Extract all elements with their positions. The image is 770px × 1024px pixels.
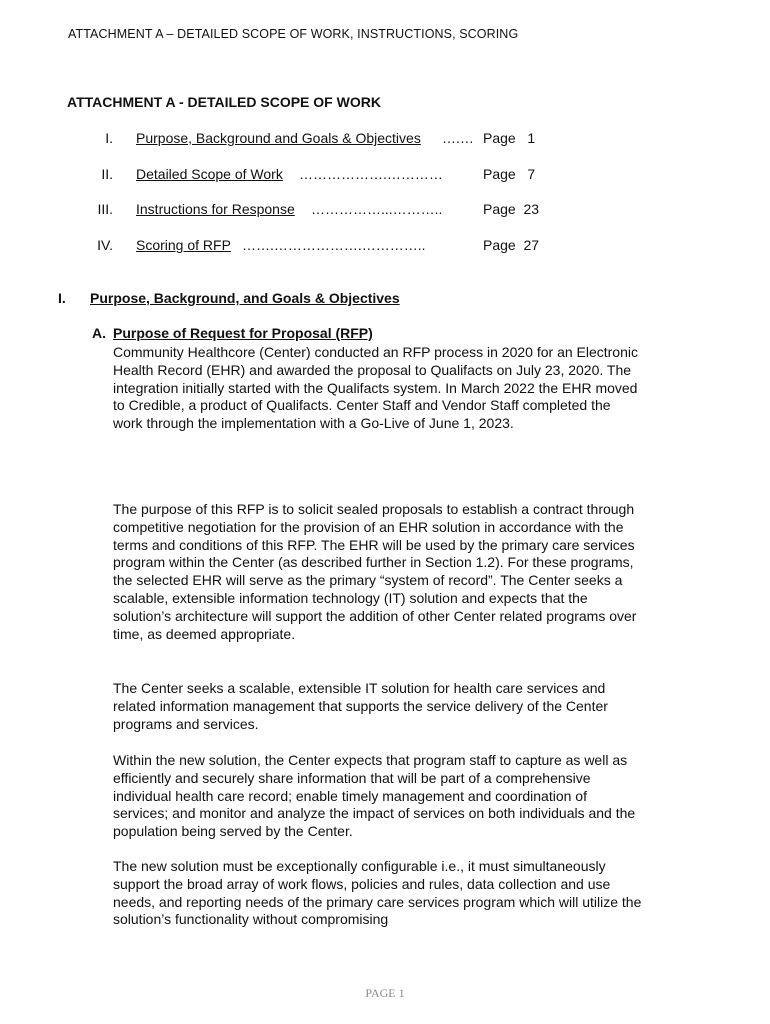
toc-leader: …….……………….………….. xyxy=(242,237,426,253)
toc-link-purpose[interactable]: Purpose, Background and Goals & Objectives xyxy=(136,130,421,146)
toc-row-3 xyxy=(0,201,770,221)
subsection-letter: A. xyxy=(92,325,106,341)
toc-number: IV. xyxy=(97,237,113,253)
paragraph-text: Community Healthcore (Center) conducted an RFP process in 2020 for an Electronic Health Record (EHR) and awarded the proposal to Qualifacts on July 23, 2020. The integration initially started with the Qualifacts system. In March 2022 the EHR moved to Credible, a product of Qualifacts. Center Staff and Vendor Staff completed the work through the implementation with a Go-Live of June 1, 2023. xyxy=(113,344,638,432)
section-number: I. xyxy=(58,290,66,306)
paragraph-text: The Center seeks a scalable, extensible IT solution for health care services and related information management that supports the service delivery of the Center programs and services. xyxy=(113,680,608,732)
body-paragraph-1 xyxy=(113,344,643,433)
paragraph-text: The new solution must be exceptionally configurable i.e., it must simultaneously support the broad array of work flows, policies and rules, data collection and use needs, and reporting needs of the primary care services program which will utilize the solution’s functionality without compromising xyxy=(113,858,642,928)
toc-link-instructions[interactable]: Instructions for Response xyxy=(136,201,295,217)
toc-row-4 xyxy=(0,237,770,257)
toc-page: Page 27 xyxy=(483,237,540,253)
body-paragraph-4 xyxy=(113,752,643,841)
toc-page: Page 1 xyxy=(483,130,536,146)
body-paragraph-3 xyxy=(113,680,643,733)
toc-leader: ……………...……….. xyxy=(311,201,443,217)
toc-link-scoring[interactable]: Scoring of RFP xyxy=(136,237,231,253)
toc-number: I. xyxy=(105,130,113,146)
paragraph-text: Within the new solution, the Center expects that program staff to capture as well as efficiently and securely share information that will be part of a comprehensive individual health care record; enable timely management and coordination of services; and monitor and analyze the impact of services on both individuals and the population being served by the Center. xyxy=(113,752,636,840)
toc-page: Page 23 xyxy=(483,201,540,217)
toc-link-scope[interactable]: Detailed Scope of Work xyxy=(136,166,283,182)
section-title: Purpose, Background, and Goals & Objectives xyxy=(90,290,400,306)
attachment-title: ATTACHMENT A - DETAILED SCOPE OF WORK xyxy=(67,94,381,110)
page-footer: PAGE 1 xyxy=(365,986,405,1000)
page-header: ATTACHMENT A – DETAILED SCOPE OF WORK, INSTRUCTIONS, SCORING xyxy=(68,27,519,41)
paragraph-text: The purpose of this RFP is to solicit sealed proposals to establish a contract through competitive negotiation for the provision of an EHR solution in accordance with the terms and conditions of this RFP. The EHR will be used by the primary care services program within the Center (as described further in Section 1.2). For these programs, the selected EHR will serve as the primary “system of record”. The Center seeks a scalable, extensible information technology (IT) solution and expects that the solution’s architecture will support the addition of other Center related programs over time, as deemed appropriate. xyxy=(113,501,637,642)
toc-page: Page 7 xyxy=(483,166,536,182)
body-paragraph-5 xyxy=(113,858,643,929)
toc-number: III. xyxy=(97,201,113,217)
toc-leader: ……………….………… xyxy=(299,166,443,182)
toc-leader: ….… xyxy=(442,130,474,146)
toc-row-1 xyxy=(0,130,770,150)
toc-number: II. xyxy=(101,166,113,182)
toc-row-2 xyxy=(0,166,770,186)
subsection-title: Purpose of Request for Proposal (RFP) xyxy=(113,325,373,341)
body-paragraph-2 xyxy=(113,501,643,643)
